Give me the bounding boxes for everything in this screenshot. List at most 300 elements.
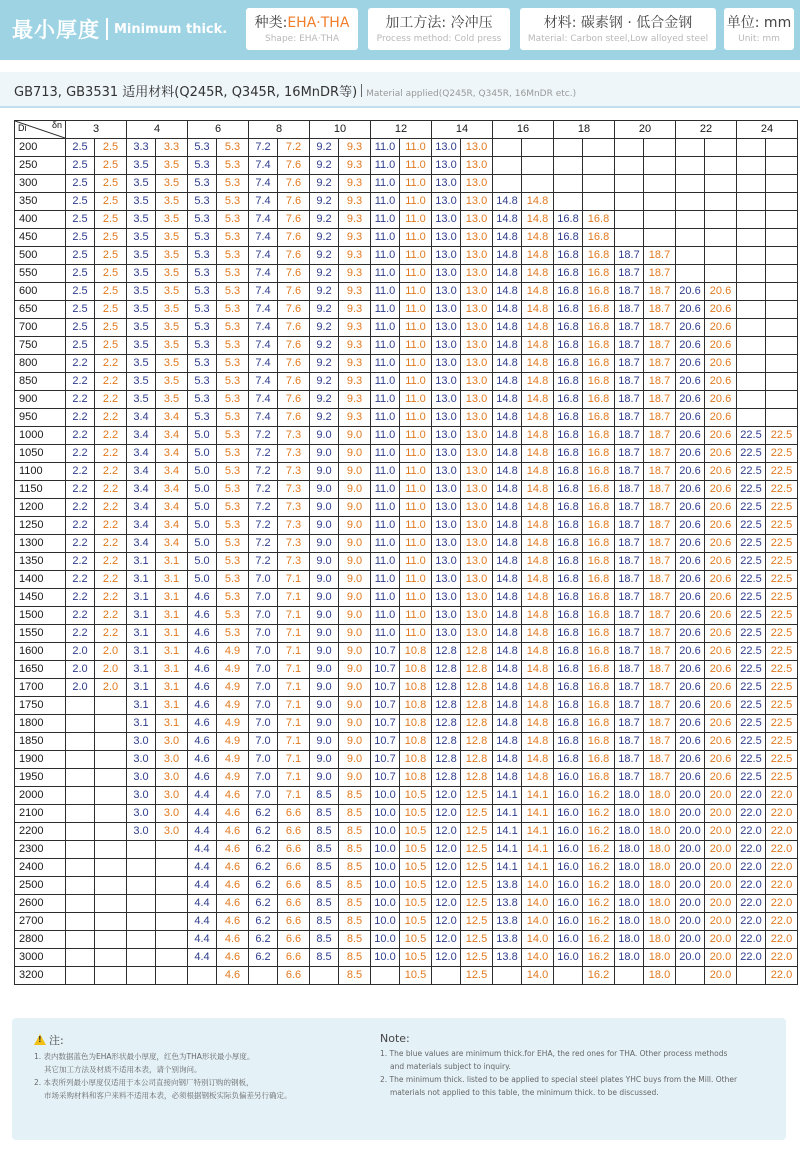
tha-value-cell: 7.1	[278, 679, 310, 697]
eha-value-cell: 10.7	[371, 715, 400, 733]
tha-value-cell: 9.3	[339, 247, 371, 265]
tha-value-cell	[766, 355, 798, 373]
tha-value-cell: 9.0	[339, 517, 371, 535]
eha-value-cell: 13.0	[432, 229, 461, 247]
eha-value-cell: 9.0	[310, 607, 339, 625]
tha-value-cell: 8.5	[339, 913, 371, 931]
tha-value-cell: 18.0	[644, 931, 676, 949]
eha-value-cell: 3.4	[127, 463, 156, 481]
tha-value-cell: 20.6	[705, 409, 737, 427]
eha-value-cell: 18.7	[615, 661, 644, 679]
eha-value-cell: 3.3	[127, 139, 156, 157]
eha-value-cell: 13.8	[493, 877, 522, 895]
eha-value-cell: 20.6	[676, 607, 705, 625]
eha-value-cell: 14.8	[493, 301, 522, 319]
tha-value-cell: 11.0	[400, 535, 432, 553]
tha-value-cell	[156, 913, 188, 931]
tha-value-cell: 22.5	[766, 571, 798, 589]
tha-value-cell: 18.7	[644, 517, 676, 535]
eha-value-cell: 14.8	[493, 265, 522, 283]
eha-value-cell	[127, 895, 156, 913]
eha-value-cell: 11.0	[371, 445, 400, 463]
table-row	[15, 859, 798, 877]
eha-value-cell: 9.0	[310, 535, 339, 553]
eha-value-cell: 14.8	[493, 715, 522, 733]
note-en-line: materials not applied to this table, the minimum thick. to be discussed.	[390, 1088, 659, 1097]
eha-value-cell: 7.4	[249, 175, 278, 193]
tha-value-cell: 2.2	[95, 625, 127, 643]
tha-value-cell	[95, 931, 127, 949]
eha-value-cell: 16.0	[554, 913, 583, 931]
eha-value-cell	[737, 409, 766, 427]
eha-value-cell: 4.6	[188, 751, 217, 769]
table-row	[15, 841, 798, 859]
eha-value-cell: 20.0	[676, 877, 705, 895]
tha-value-cell: 9.3	[339, 157, 371, 175]
tha-value-cell: 16.2	[583, 805, 615, 823]
eha-value-cell: 2.2	[66, 445, 95, 463]
eha-value-cell: 10.0	[371, 805, 400, 823]
tha-value-cell	[156, 841, 188, 859]
eha-value-cell: 13.0	[432, 283, 461, 301]
eha-value-cell: 16.8	[554, 445, 583, 463]
tha-value-cell: 20.0	[705, 913, 737, 931]
tha-value-cell	[644, 229, 676, 247]
eha-value-cell: 3.5	[127, 193, 156, 211]
eha-value-cell: 16.8	[554, 337, 583, 355]
tha-value-cell: 22.5	[766, 661, 798, 679]
eha-value-cell: 8.5	[310, 841, 339, 859]
eha-value-cell: 5.3	[188, 373, 217, 391]
tha-value-cell: 4.6	[217, 805, 249, 823]
eha-value-cell	[676, 139, 705, 157]
tha-value-cell: 10.8	[400, 769, 432, 787]
eha-value-cell: 22.0	[737, 787, 766, 805]
tha-value-cell: 14.1	[522, 841, 554, 859]
tha-value-cell: 12.5	[461, 823, 493, 841]
eha-value-cell: 18.7	[615, 499, 644, 517]
tha-value-cell: 11.0	[400, 211, 432, 229]
eha-value-cell: 18.0	[615, 859, 644, 877]
tha-value-cell: 2.2	[95, 463, 127, 481]
eha-value-cell	[737, 337, 766, 355]
tha-value-cell: 9.0	[339, 589, 371, 607]
table-row	[15, 229, 798, 247]
tha-value-cell: 6.6	[278, 913, 310, 931]
tha-value-cell: 20.6	[705, 499, 737, 517]
eha-value-cell: 7.2	[249, 535, 278, 553]
eha-value-cell: 3.1	[127, 643, 156, 661]
tha-value-cell: 14.8	[522, 391, 554, 409]
eha-value-cell: 3.4	[127, 517, 156, 535]
eha-value-cell: 18.7	[615, 283, 644, 301]
eha-value-cell: 5.3	[188, 175, 217, 193]
eha-value-cell: 7.0	[249, 751, 278, 769]
eha-value-cell: 12.8	[432, 679, 461, 697]
eha-value-cell: 16.8	[554, 463, 583, 481]
eha-value-cell	[737, 175, 766, 193]
tha-value-cell: 14.8	[522, 481, 554, 499]
eha-value-cell: 2.0	[66, 643, 95, 661]
eha-value-cell: 14.1	[493, 841, 522, 859]
tha-value-cell: 18.7	[644, 265, 676, 283]
tha-value-cell	[95, 787, 127, 805]
row-di-label: 1900	[15, 751, 66, 769]
tha-value-cell: 20.6	[705, 535, 737, 553]
tha-value-cell: 3.0	[156, 751, 188, 769]
tha-value-cell: 16.2	[583, 877, 615, 895]
table-row	[15, 319, 798, 337]
eha-value-cell: 22.0	[737, 931, 766, 949]
tha-value-cell: 5.3	[217, 589, 249, 607]
eha-value-cell: 3.5	[127, 319, 156, 337]
tha-value-cell	[95, 841, 127, 859]
table-row	[15, 625, 798, 643]
eha-value-cell: 18.7	[615, 463, 644, 481]
tha-value-cell: 18.7	[644, 319, 676, 337]
tha-value-cell: 12.5	[461, 787, 493, 805]
table-row	[15, 391, 798, 409]
tha-value-cell: 3.5	[156, 193, 188, 211]
eha-value-cell: 8.5	[310, 787, 339, 805]
eha-value-cell: 16.8	[554, 589, 583, 607]
eha-value-cell: 2.2	[66, 535, 95, 553]
tha-value-cell: 3.4	[156, 463, 188, 481]
eha-value-cell	[493, 139, 522, 157]
eha-value-cell: 16.8	[554, 265, 583, 283]
tha-value-cell: 13.0	[461, 373, 493, 391]
eha-value-cell: 3.5	[127, 337, 156, 355]
eha-value-cell: 22.5	[737, 517, 766, 535]
tha-value-cell: 18.7	[644, 337, 676, 355]
eha-value-cell: 13.0	[432, 337, 461, 355]
unit-box	[724, 8, 794, 50]
tha-value-cell: 16.2	[583, 895, 615, 913]
tha-value-cell: 13.0	[461, 427, 493, 445]
eha-value-cell	[127, 859, 156, 877]
tha-value-cell: 7.3	[278, 445, 310, 463]
eha-value-cell: 5.0	[188, 427, 217, 445]
table-row	[15, 535, 798, 553]
tha-value-cell: 18.7	[644, 697, 676, 715]
tha-value-cell: 22.5	[766, 769, 798, 787]
eha-value-cell: 20.6	[676, 409, 705, 427]
eha-value-cell: 10.7	[371, 661, 400, 679]
eha-value-cell: 10.0	[371, 823, 400, 841]
eha-value-cell	[676, 175, 705, 193]
tha-value-cell: 7.1	[278, 589, 310, 607]
shape-sub: Shape: EHA·THA	[265, 34, 339, 44]
eha-value-cell: 18.7	[615, 373, 644, 391]
tha-value-cell: 14.8	[522, 373, 554, 391]
tha-value-cell: 22.5	[766, 697, 798, 715]
eha-value-cell	[493, 967, 522, 985]
notes-zh	[34, 1032, 292, 1102]
tha-value-cell: 14.8	[522, 751, 554, 769]
eha-value-cell: 5.0	[188, 463, 217, 481]
eha-value-cell: 2.2	[66, 427, 95, 445]
eha-value-cell: 2.2	[66, 481, 95, 499]
shape-eha: EHA	[287, 15, 317, 31]
tha-value-cell: 3.5	[156, 319, 188, 337]
eha-value-cell: 9.0	[310, 499, 339, 517]
tha-value-cell: 13.0	[461, 247, 493, 265]
eha-value-cell: 18.0	[615, 841, 644, 859]
table-row	[15, 787, 798, 805]
table-row	[15, 733, 798, 751]
eha-value-cell: 2.5	[66, 139, 95, 157]
eha-value-cell: 7.4	[249, 283, 278, 301]
tha-value-cell: 18.0	[644, 823, 676, 841]
tha-value-cell	[95, 751, 127, 769]
tha-value-cell: 10.5	[400, 805, 432, 823]
table-row	[15, 607, 798, 625]
eha-value-cell: 11.0	[371, 337, 400, 355]
eha-value-cell	[676, 229, 705, 247]
eha-value-cell	[493, 175, 522, 193]
eha-value-cell: 13.0	[432, 625, 461, 643]
eha-value-cell: 16.8	[554, 643, 583, 661]
tha-value-cell: 11.0	[400, 265, 432, 283]
eha-value-cell: 11.0	[371, 553, 400, 571]
tha-value-cell: 3.4	[156, 409, 188, 427]
eha-value-cell: 20.0	[676, 787, 705, 805]
eha-value-cell: 10.7	[371, 751, 400, 769]
eha-value-cell: 10.7	[371, 769, 400, 787]
eha-value-cell: 3.5	[127, 283, 156, 301]
eha-value-cell: 12.8	[432, 643, 461, 661]
tha-value-cell: 16.8	[583, 481, 615, 499]
table-row	[15, 247, 798, 265]
eha-value-cell: 16.0	[554, 949, 583, 967]
tha-value-cell: 3.5	[156, 283, 188, 301]
eha-value-cell: 13.0	[432, 391, 461, 409]
tha-value-cell	[583, 139, 615, 157]
table-row	[15, 589, 798, 607]
eha-value-cell: 20.6	[676, 643, 705, 661]
eha-value-cell	[737, 229, 766, 247]
tha-value-cell: 9.3	[339, 193, 371, 211]
tha-value-cell: 9.0	[339, 553, 371, 571]
tha-value-cell	[644, 139, 676, 157]
row-di-label: 600	[15, 283, 66, 301]
tha-value-cell	[644, 211, 676, 229]
table-row	[15, 931, 798, 949]
tha-value-cell: 3.1	[156, 661, 188, 679]
row-di-label: 350	[15, 193, 66, 211]
tha-value-cell: 11.0	[400, 229, 432, 247]
tha-value-cell: 18.7	[644, 409, 676, 427]
warning-triangle-icon: !	[34, 1034, 46, 1045]
tha-value-cell: 11.0	[400, 157, 432, 175]
row-di-label: 1600	[15, 643, 66, 661]
eha-value-cell: 9.0	[310, 643, 339, 661]
tha-value-cell: 20.0	[705, 895, 737, 913]
eha-value-cell: 14.8	[493, 625, 522, 643]
eha-value-cell: 20.6	[676, 571, 705, 589]
eha-value-cell	[66, 697, 95, 715]
tha-value-cell: 8.5	[339, 841, 371, 859]
eha-value-cell: 7.0	[249, 769, 278, 787]
tha-value-cell: 13.0	[461, 193, 493, 211]
row-di-label: 900	[15, 391, 66, 409]
eha-value-cell: 11.0	[371, 589, 400, 607]
eha-value-cell: 10.7	[371, 643, 400, 661]
tha-value-cell: 14.8	[522, 409, 554, 427]
tha-value-cell: 18.7	[644, 661, 676, 679]
eha-value-cell: 18.7	[615, 337, 644, 355]
eha-value-cell: 7.4	[249, 391, 278, 409]
row-di-label: 3000	[15, 949, 66, 967]
eha-value-cell: 14.8	[493, 229, 522, 247]
tha-value-cell: 11.0	[400, 193, 432, 211]
tha-value-cell: 4.9	[217, 715, 249, 733]
tha-value-cell: 20.6	[705, 427, 737, 445]
tha-value-cell: 3.5	[156, 247, 188, 265]
tha-value-cell: 9.3	[339, 391, 371, 409]
eha-value-cell: 16.8	[554, 355, 583, 373]
tha-value-cell: 14.8	[522, 553, 554, 571]
eha-value-cell: 2.5	[66, 229, 95, 247]
row-di-label: 2300	[15, 841, 66, 859]
tha-value-cell	[766, 175, 798, 193]
eha-value-cell: 20.6	[676, 769, 705, 787]
tha-value-cell: 5.3	[217, 445, 249, 463]
tha-value-cell: 4.6	[217, 949, 249, 967]
eha-value-cell: 16.8	[554, 751, 583, 769]
eha-value-cell: 2.2	[66, 571, 95, 589]
eha-value-cell: 14.8	[493, 697, 522, 715]
eha-value-cell: 16.8	[554, 733, 583, 751]
eha-value-cell: 9.0	[310, 715, 339, 733]
eha-value-cell: 7.2	[249, 463, 278, 481]
eha-value-cell: 7.0	[249, 571, 278, 589]
table-row	[15, 193, 798, 211]
tha-value-cell: 5.3	[217, 571, 249, 589]
eha-value-cell: 7.0	[249, 787, 278, 805]
eha-value-cell: 16.0	[554, 823, 583, 841]
eha-value-cell: 9.2	[310, 193, 339, 211]
tha-value-cell: 13.0	[461, 211, 493, 229]
tha-value-cell: 18.7	[644, 571, 676, 589]
eha-value-cell	[493, 157, 522, 175]
tha-value-cell: 5.3	[217, 427, 249, 445]
tha-value-cell: 8.5	[339, 787, 371, 805]
tha-value-cell: 4.6	[217, 859, 249, 877]
eha-value-cell: 5.0	[188, 571, 217, 589]
tha-value-cell: 4.9	[217, 733, 249, 751]
eha-value-cell: 22.5	[737, 463, 766, 481]
tha-value-cell	[766, 265, 798, 283]
tha-value-cell: 2.2	[95, 517, 127, 535]
tha-value-cell: 9.0	[339, 733, 371, 751]
tha-value-cell: 7.6	[278, 229, 310, 247]
tha-value-cell: 2.2	[95, 391, 127, 409]
eha-value-cell: 11.0	[371, 463, 400, 481]
eha-value-cell: 20.6	[676, 499, 705, 517]
eha-value-cell: 12.0	[432, 913, 461, 931]
eha-value-cell: 3.4	[127, 409, 156, 427]
tha-value-cell: 9.0	[339, 427, 371, 445]
tha-value-cell	[156, 931, 188, 949]
tha-value-cell: 9.0	[339, 463, 371, 481]
eha-value-cell: 11.0	[371, 625, 400, 643]
table-row	[15, 265, 798, 283]
eha-value-cell: 14.8	[493, 661, 522, 679]
tha-value-cell: 20.0	[705, 967, 737, 985]
tha-value-cell: 18.0	[644, 877, 676, 895]
tha-value-cell: 14.8	[522, 535, 554, 553]
eha-value-cell: 18.7	[615, 607, 644, 625]
tha-value-cell: 16.8	[583, 445, 615, 463]
eha-value-cell: 12.8	[432, 661, 461, 679]
tha-value-cell: 2.2	[95, 499, 127, 517]
eha-value-cell: 2.2	[66, 517, 95, 535]
eha-value-cell: 10.0	[371, 787, 400, 805]
tha-value-cell: 14.8	[522, 463, 554, 481]
eha-value-cell	[615, 229, 644, 247]
note-zh-line: 2. 本表所列最小厚度仅适用于本公司直接向钢厂特别订购的钢板，	[34, 1078, 254, 1087]
eha-value-cell: 22.0	[737, 913, 766, 931]
tha-value-cell: 3.0	[156, 823, 188, 841]
corner-di-label: Di	[18, 123, 27, 133]
eha-value-cell: 3.1	[127, 607, 156, 625]
tha-value-cell: 13.0	[461, 319, 493, 337]
eha-value-cell: 16.8	[554, 535, 583, 553]
eha-value-cell: 16.8	[554, 697, 583, 715]
eha-value-cell: 11.0	[371, 517, 400, 535]
thickness-table-wrap	[14, 120, 798, 985]
eha-value-cell: 20.6	[676, 355, 705, 373]
eha-value-cell: 9.2	[310, 247, 339, 265]
eha-value-cell: 2.5	[66, 265, 95, 283]
row-di-label: 2100	[15, 805, 66, 823]
subtitle-band	[0, 72, 800, 108]
tha-value-cell: 3.5	[156, 391, 188, 409]
tha-value-cell: 3.4	[156, 427, 188, 445]
process-sub: Process method: Cold press	[376, 34, 502, 44]
eha-value-cell	[66, 823, 95, 841]
eha-value-cell: 14.8	[493, 319, 522, 337]
tha-value-cell: 18.7	[644, 589, 676, 607]
eha-value-cell	[676, 157, 705, 175]
tha-value-cell: 3.1	[156, 715, 188, 733]
eha-value-cell: 5.3	[188, 283, 217, 301]
tha-value-cell: 7.6	[278, 391, 310, 409]
eha-value-cell: 18.7	[615, 643, 644, 661]
eha-value-cell: 16.8	[554, 517, 583, 535]
tha-value-cell	[766, 247, 798, 265]
tha-value-cell: 20.6	[705, 373, 737, 391]
eha-value-cell: 14.8	[493, 373, 522, 391]
eha-value-cell: 16.0	[554, 769, 583, 787]
eha-value-cell: 22.0	[737, 823, 766, 841]
tha-value-cell: 16.8	[583, 553, 615, 571]
eha-value-cell: 4.4	[188, 931, 217, 949]
eha-value-cell: 22.5	[737, 643, 766, 661]
eha-value-cell: 13.8	[493, 913, 522, 931]
eha-value-cell: 16.0	[554, 841, 583, 859]
tha-value-cell: 20.6	[705, 589, 737, 607]
eha-value-cell: 3.4	[127, 427, 156, 445]
eha-value-cell: 5.3	[188, 301, 217, 319]
tha-value-cell: 3.0	[156, 733, 188, 751]
tha-value-cell: 2.2	[95, 553, 127, 571]
tha-value-cell: 5.3	[217, 157, 249, 175]
tha-value-cell: 16.2	[583, 823, 615, 841]
eha-value-cell: 20.6	[676, 589, 705, 607]
material-sub: Material: Carbon steel,Low alloyed steel	[527, 34, 709, 44]
